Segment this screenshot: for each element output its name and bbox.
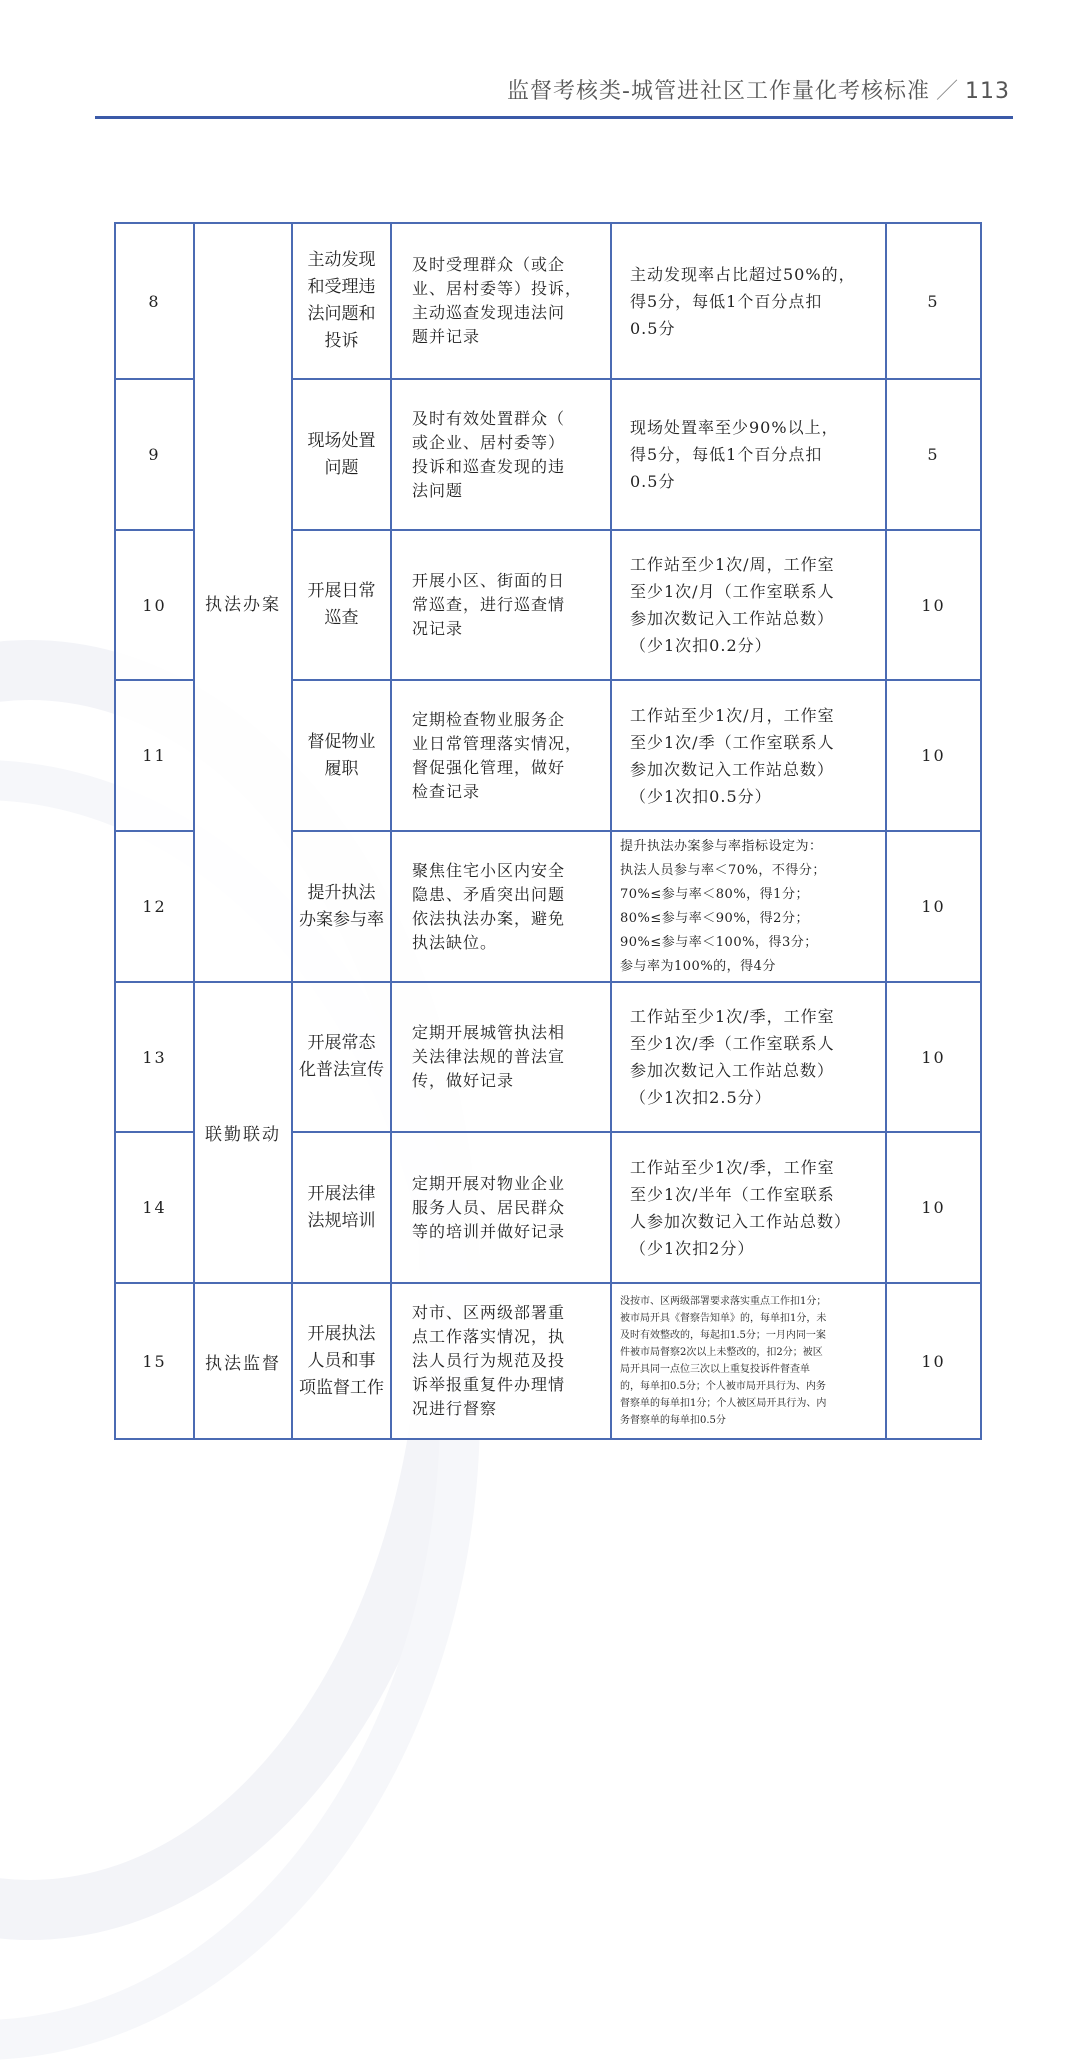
content-cell: 定期检查物业服务企 业日常管理落实情况， 督促强化管理，做好 检查记录: [391, 680, 611, 831]
assessment-table: [114, 222, 982, 1440]
row-number: 14: [115, 1132, 194, 1283]
standard-cell: 现场处置率至少90%以上， 得5分，每低1个百分点扣 0.5分: [611, 379, 886, 530]
standard-cell: 主动发现率占比超过50%的， 得5分，每低1个百分点扣 0.5分: [611, 223, 886, 379]
row-number: 9: [115, 379, 194, 530]
header-separator: ／: [935, 79, 959, 104]
table-row: [115, 982, 981, 1132]
content-cell: 及时有效处置群众（ 或企业、居村委等） 投诉和巡查发现的违 法问题: [391, 379, 611, 530]
item-cell: 主动发现 和受理违 法问题和 投诉: [292, 223, 391, 379]
content-cell: 聚焦住宅小区内安全 隐患、矛盾突出问题 依法执法办案，避免 执法缺位。: [391, 831, 611, 982]
standard-cell: 工作站至少1次/季，工作室 至少1次/季（工作室联系人 参加次数记入工作站总数） （少1次扣2.5分）: [611, 982, 886, 1132]
row-number: 8: [115, 223, 194, 379]
content-cell: 定期开展城管执法相 关法律法规的普法宣 传，做好记录: [391, 982, 611, 1132]
category-cell: 执法办案: [194, 223, 292, 982]
standard-cell: 没按市、区两级部署要求落实重点工作扣1分； 被市局开具《督察告知单》的，每单扣1分，未 及时有效整改的，每起扣1.5分；一月内同一案 件被市局督察2次以上未整改的，扣2分；被区 局开具同一点位三次以上重复投诉件督查单 的，每单扣0.5分；个人被市局开具行为、内务 督察单的每单扣1分；个人被区局开具行为、内 务督察单的每单扣0.5分: [611, 1283, 886, 1439]
score-cell: 10: [886, 982, 981, 1132]
standard-cell: 提升执法办案参与率指标设定为： 执法人员参与率＜70%，不得分； 70%≤参与率＜80%，得1分； 80%≤参与率＜90%，得2分； 90%≤参与率＜100%，得3分； 参与率为100%的，得4分: [611, 831, 886, 982]
item-cell: 开展常态 化普法宣传: [292, 982, 391, 1132]
score-cell: 5: [886, 379, 981, 530]
page-title: 监督考核类-城管进社区工作量化考核标准: [507, 79, 930, 104]
standard-cell: 工作站至少1次/周，工作室 至少1次/月（工作室联系人 参加次数记入工作站总数） （少1次扣0.2分）: [611, 530, 886, 680]
item-cell: 提升执法 办案参与率: [292, 831, 391, 982]
score-cell: 10: [886, 680, 981, 831]
row-number: 15: [115, 1283, 194, 1439]
score-cell: 5: [886, 223, 981, 379]
category-cell: 联勤联动: [194, 982, 292, 1283]
standard-cell: 工作站至少1次/季，工作室 至少1次/半年（工作室联系 人参加次数记入工作站总数） （少1次扣2分）: [611, 1132, 886, 1283]
score-cell: 10: [886, 831, 981, 982]
standard-cell: 工作站至少1次/月，工作室 至少1次/季（工作室联系人 参加次数记入工作站总数） （少1次扣0.5分）: [611, 680, 886, 831]
row-number: 11: [115, 680, 194, 831]
page-number: 113: [965, 79, 1010, 104]
row-number: 12: [115, 831, 194, 982]
content-cell: 定期开展对物业企业 服务人员、居民群众 等的培训并做好记录: [391, 1132, 611, 1283]
item-cell: 开展执法 人员和事 项监督工作: [292, 1283, 391, 1439]
item-cell: 开展日常 巡查: [292, 530, 391, 680]
header-rule: [95, 116, 1013, 119]
score-cell: 10: [886, 530, 981, 680]
item-cell: 现场处置 问题: [292, 379, 391, 530]
category-cell: 执法监督: [194, 1283, 292, 1439]
content-cell: 对市、区两级部署重 点工作落实情况，执 法人员行为规范及投 诉举报重复件办理情 况进行督察: [391, 1283, 611, 1439]
table-row: [115, 223, 981, 379]
row-number: 10: [115, 530, 194, 680]
content-cell: 及时受理群众（或企 业、居村委等）投诉， 主动巡查发现违法问 题并记录: [391, 223, 611, 379]
row-number: 13: [115, 982, 194, 1132]
table-row: [115, 1283, 981, 1439]
content-cell: 开展小区、街面的日 常巡查，进行巡查情 况记录: [391, 530, 611, 680]
score-cell: 10: [886, 1132, 981, 1283]
page-header: [507, 74, 1010, 105]
item-cell: 督促物业 履职: [292, 680, 391, 831]
score-cell: 10: [886, 1283, 981, 1439]
item-cell: 开展法律 法规培训: [292, 1132, 391, 1283]
